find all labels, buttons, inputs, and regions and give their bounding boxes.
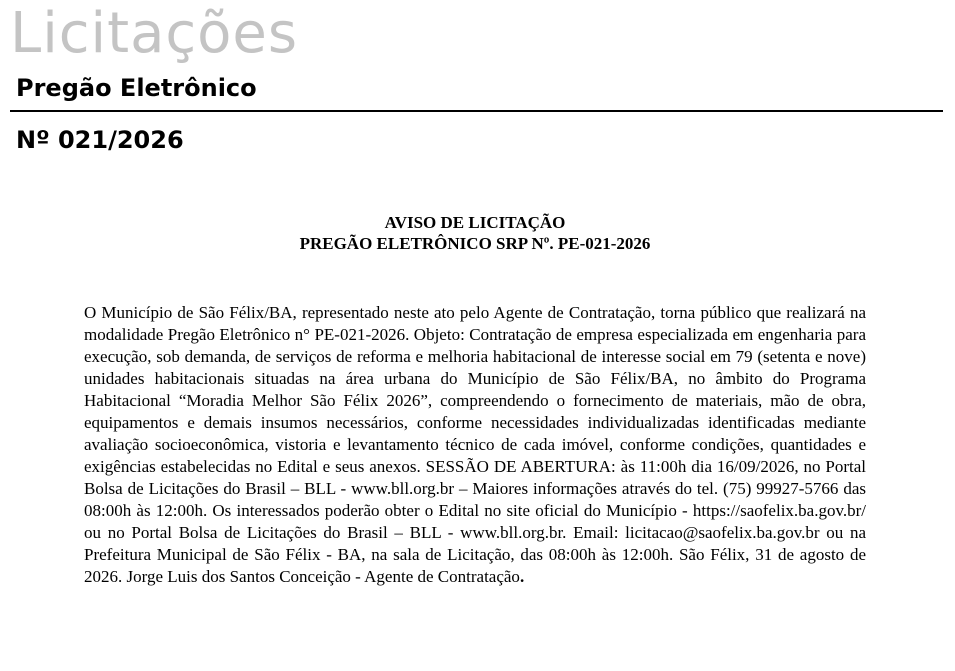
notice-title: AVISO DE LICITAÇÃO xyxy=(384,213,566,232)
notice-subtitle: PREGÃO ELETRÔNICO SRP Nº. PE-021-2026 xyxy=(299,234,651,253)
notice-closing-mark: . xyxy=(519,567,525,586)
notice-body xyxy=(84,302,866,588)
notice-body-text: O Município de São Félix/BA, representado neste ato pelo Agente de Contratação, torna público que realizará na modalidade Pregão Eletrônico n° PE-021-2026. Objeto: Contratação de empresa especializada em engenharia para execução, sob demanda, de serviços de reforma e melhoria habitacional de interesse social em 79 (setenta e nove) unidades habitacionais situadas na área urbana do Município de São Félix/BA, no âmbito do Programa Habitacional “Moradia Melhor São Félix 2026”, compreendendo o fornecimento de materiais, mão de obra, equipamentos e demais insumos necessários, conforme necessidades individualizadas identificadas mediante avaliação socioeconômica, vistoria e levantamento técnico de cada imóvel, conforme condições, quantidades e exigências estabelecidas no Edital e seus anexos. SESSÃO DE ABERTURA: às 11:00h dia 16/09/2026, no Portal Bolsa de Licitações do Brasil – BLL - www.bll.org.br – Maiores informações através do tel. (75) 99927-5766 das 08:00h às 12:00h. Os interessados poderão obter o Edital no site oficial do Município - https://saofelix.ba.gov.br/ ou no Portal Bolsa de Licitações do Brasil – BLL - www.bll.org.br. Email: licitacao@saofelix.ba.gov.br ou na Prefeitura Municipal de São Félix - BA, na sala de Licitação, das 08:00h às 12:00h. São Félix, 31 de agosto de 2026. Jorge Luis dos Santos Conceição - Agente de Contratação xyxy=(84,303,866,586)
process-number: Nº 021/2026 xyxy=(16,126,184,154)
document-type: Pregão Eletrônico xyxy=(16,74,257,102)
section-title: Licitações xyxy=(10,1,299,66)
header-divider xyxy=(10,110,943,112)
